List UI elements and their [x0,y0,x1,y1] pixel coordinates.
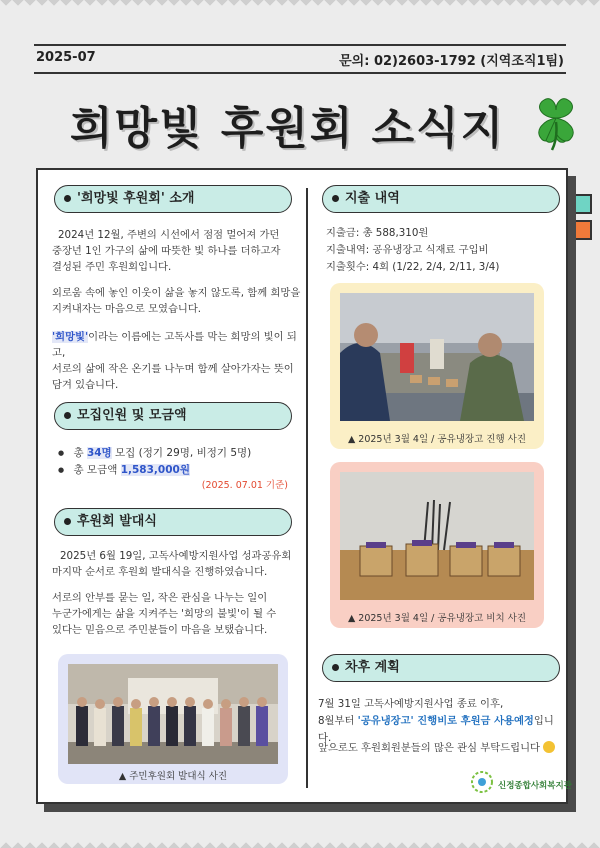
org-name: 신정종합사회복지관 [498,781,572,791]
header-rule-bottom [34,72,566,74]
expense-heading: 지출 내역 [322,185,560,213]
plan-heading: 차후 계획 [322,654,560,682]
member-count: 34명 [86,447,112,459]
plan-closing: 앞으로도 후원회원분들의 많은 관심 부탁드립니다 [318,740,568,756]
intro-paragraph-1: 2024년 12월, 주변의 시선에서 점점 멀어져 가던 중장년 1인 가구의 삶에 따뜻한 빛 하나를 더하고자 결성된 주민 후원회입니다. [52,229,281,273]
total-amount: 1,583,000원 [120,464,190,476]
top-zigzag-border [0,0,600,12]
intro-paragraph-3: '희망빛'이라는 이름에는 고독사를 막는 희망의 빛이 되고, 서로의 삶에 작은 온기를 나누며 함께 살아가자는 뜻이 담겨 있습니다. [52,331,297,391]
launch-paragraph-2: 서로의 안부를 묻는 일, 작은 관심을 나누는 일이 누군가에게는 삶을 지켜주는 '희망의 불빛'이 될 수 있다는 믿음으로 주민분들이 마음을 보탰습니다. [52,592,277,636]
column-divider [306,188,308,788]
launch-heading: 후원회 발대식 [54,508,292,536]
bottom-zigzag-border [0,836,600,848]
issue-date: 2025-07 [36,50,96,65]
smile-icon [543,741,555,753]
recruit-heading: 모집인원 및 모금액 [54,402,292,430]
plan-highlight: '공유냉장고' 진행비로 후원금 사용예정 [357,715,534,727]
hope-light-highlight: '희망빛' [52,331,89,343]
contact-info: 문의: 02)2603-1792 (지역조직1팀) [339,54,564,69]
fridge-display-caption: ▲ 2025년 3월 4일 / 공유냉장고 비치 사진 [347,613,527,624]
recruit-basis-date: (2025. 07.01 기준) [201,480,288,491]
clover-icon [528,92,584,152]
recruit-count-line: ● 총 34명 모집 (정기 29명, 비정기 5명) [58,445,251,460]
header-rule-top [34,44,566,46]
expense-details: 지출금: 총 588,310원 지출내역: 공유냉장고 식재료 구입비 지출횟수: 4회 (1/22, 2/4, 2/11, 3/4) [326,227,500,273]
recruit-amount-line: ● 총 모금액 1,583,000원 [58,462,190,477]
intro-heading: '희망빛 후원회' 소개 [54,185,292,213]
newsletter-title: 희망빛 후원회 소식지 [70,103,506,154]
fridge-display-photo [340,472,534,600]
org-logo-icon [470,770,494,794]
intro-paragraph-2: 외로움 속에 놓인 이웃이 삶을 놓지 않도록, 함께 희망을 지켜내자는 마음으로 모였습니다. [52,287,301,315]
launch-photo-caption: ▲ 주민후원회 발대식 사진 [118,771,228,782]
launch-paragraph-1: 2025년 6월 19일, 고독사예방지원사업 성과공유회 마지막 순서로 후원회 발대식을 진행하였습니다. [52,550,292,578]
plan-paragraph: 7월 31일 고독사예방지원사업 종료 이후, 8월부터 '공유냉장고' 진행비로 후원금 사용예정입니다. [318,698,554,744]
fridge-activity-caption: ▲ 2025년 3월 4일 / 공유냉장고 진행 사진 [347,434,527,445]
launch-ceremony-photo [68,664,278,764]
fridge-activity-photo [340,293,534,421]
